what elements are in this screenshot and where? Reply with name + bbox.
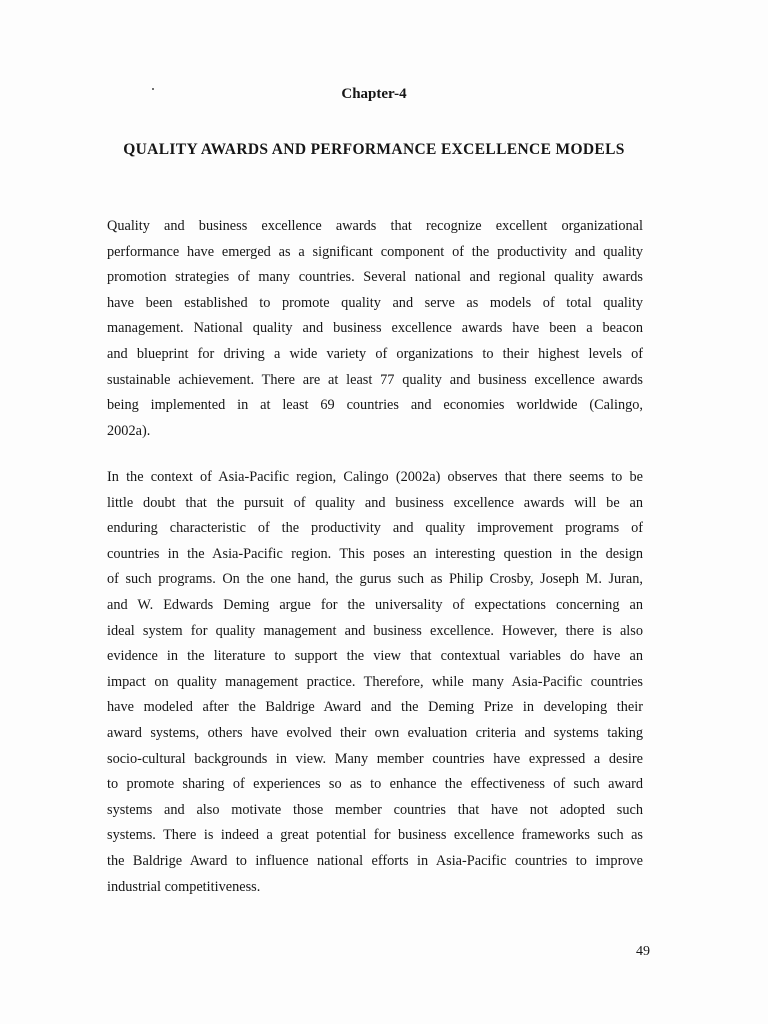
chapter-title: QUALITY AWARDS AND PERFORMANCE EXCELLENCE MODELS xyxy=(123,141,625,158)
paragraph-line: little doubt that the pursuit of quality and business excellence awards will be an xyxy=(107,494,643,511)
paragraph-line: and W. Edwards Deming argue for the universality of expectations concerning an xyxy=(107,596,643,613)
paragraph-line: countries in the Asia-Pacific region. This poses an interesting question in the design xyxy=(107,545,643,562)
paragraph-line: socio-cultural backgrounds in view. Many member countries have expressed a desire xyxy=(107,750,643,767)
paragraph-1 xyxy=(107,214,643,444)
paragraph-line: sustainable achievement. There are at least 77 quality and business excellence awards xyxy=(107,371,643,388)
paragraph-line: award systems, others have evolved their own evaluation criteria and systems taking xyxy=(107,724,643,741)
paragraph-line: In the context of Asia-Pacific region, Calingo (2002a) observes that there seems to be xyxy=(107,469,643,485)
paragraph-line: industrial competitiveness. xyxy=(107,878,261,895)
paragraph-line: evidence in the literature to support the view that contextual variables do have an xyxy=(107,648,643,665)
paragraph-line: Quality and business excellence awards that recognize excellent organizational xyxy=(107,218,643,234)
paragraph-line: performance have emerged as a significant component of the productivity and quality xyxy=(107,243,643,260)
paragraph-2 xyxy=(107,465,643,900)
paragraph-line: the Baldrige Award to influence national efforts in Asia-Pacific countries to improve xyxy=(107,852,643,869)
paragraph-line: impact on quality management practice. Therefore, while many Asia-Pacific countries xyxy=(107,673,643,690)
page-number: 49 xyxy=(636,944,650,959)
paragraph-line: ideal system for quality management and business excellence. However, there is also xyxy=(107,622,643,639)
paragraph-line: management. National quality and business excellence awards have been a beacon xyxy=(107,320,643,337)
paragraph-line: being implemented in at least 69 countries and economies worldwide (Calingo, xyxy=(107,397,643,414)
paragraph-line: enduring characteristic of the productivity and quality improvement programs of xyxy=(107,520,643,537)
paragraph-line: promotion strategies of many countries. Several national and regional quality awards xyxy=(107,269,643,286)
paragraph-line: systems and also motivate those member countries that have not adopted such xyxy=(107,801,643,818)
paragraph-line: 2002a). xyxy=(107,422,151,439)
paragraph-line: to promote sharing of experiences so as to enhance the effectiveness of such award xyxy=(107,776,643,793)
paragraph-line: systems. There is indeed a great potential for business excellence frameworks such as xyxy=(107,827,643,844)
paragraph-line: of such programs. On the one hand, the gurus such as Philip Crosby, Joseph M. Juran, xyxy=(107,571,643,588)
paragraph-line: have been established to promote quality and serve as models of total quality xyxy=(107,294,643,311)
paragraph-line: and blueprint for driving a wide variety of organizations to their highest levels of xyxy=(107,345,643,362)
paragraph-line: have modeled after the Baldrige Award and the Deming Prize in developing their xyxy=(107,699,643,716)
chapter-heading: Chapter-4 xyxy=(341,86,407,102)
